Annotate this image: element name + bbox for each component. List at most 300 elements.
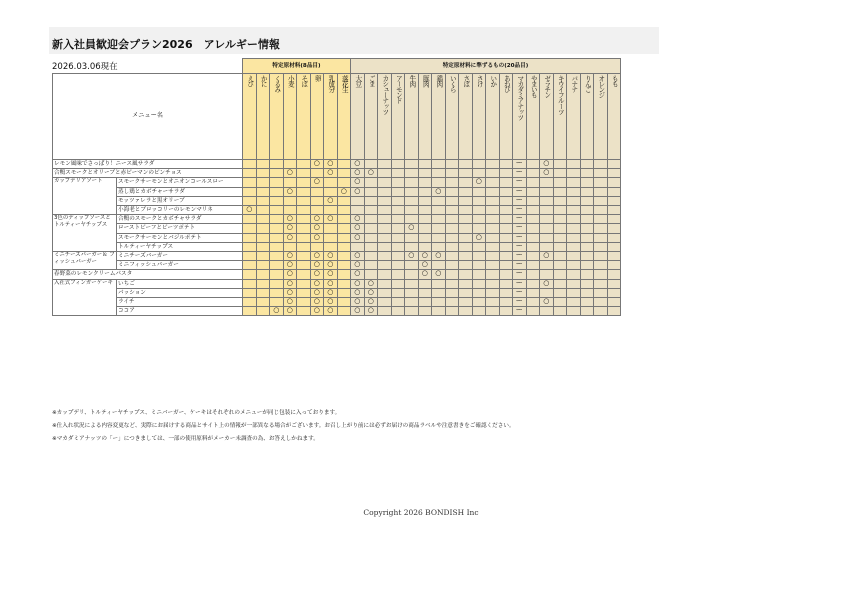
allergen-cell <box>391 233 405 242</box>
allergen-cell <box>405 196 419 205</box>
allergen-cell <box>418 261 432 270</box>
menu-item-name: モッツァレラと黒オリーブ <box>117 196 243 205</box>
allergen-cell <box>405 215 419 224</box>
allergen-cell <box>283 224 297 233</box>
allergen-cell <box>310 178 324 187</box>
allergen-cell <box>607 298 621 307</box>
circle-mark: ○ <box>354 223 361 232</box>
allergen-cell <box>364 196 378 205</box>
allergen-cell <box>270 279 284 288</box>
allergen-cell <box>418 252 432 261</box>
allergen-cell <box>337 206 351 215</box>
group-header-20-items: 特定原材料に準ずるもの(20品目) <box>351 59 621 74</box>
allergen-cell <box>324 270 338 279</box>
allergen-cell <box>499 288 513 297</box>
table-row <box>53 206 621 215</box>
allergen-cell <box>337 160 351 169</box>
allergen-cell <box>580 160 594 169</box>
allergen-cell <box>418 288 432 297</box>
allergen-cell <box>351 206 365 215</box>
allergen-cell <box>540 270 554 279</box>
allergen-cell <box>283 288 297 297</box>
circle-mark: ○ <box>327 196 334 204</box>
allergen-cell <box>580 206 594 215</box>
allergen-cell <box>310 270 324 279</box>
allergen-cell <box>297 196 311 205</box>
allergen-cell <box>580 233 594 242</box>
dash-mark: ー <box>515 306 523 315</box>
allergen-cell <box>607 307 621 316</box>
allergen-cell <box>553 279 567 288</box>
allergen-cell <box>513 233 527 242</box>
allergen-cell <box>243 307 257 316</box>
allergen-cell <box>607 270 621 279</box>
allergen-cell <box>607 224 621 233</box>
allergen-cell <box>297 187 311 196</box>
allergen-cell <box>270 160 284 169</box>
circle-mark: ○ <box>327 214 334 223</box>
allergen-cell <box>364 160 378 169</box>
dash-mark: ー <box>515 214 523 223</box>
allergen-cell <box>445 206 459 215</box>
allergen-cell <box>445 261 459 270</box>
circle-mark: ○ <box>313 159 320 167</box>
allergen-cell <box>607 187 621 196</box>
allergen-cell <box>405 288 419 297</box>
allergen-cell <box>405 206 419 215</box>
allergen-cell <box>418 196 432 205</box>
allergen-cell <box>297 261 311 270</box>
allergen-cell <box>513 242 527 251</box>
allergen-cell <box>351 224 365 233</box>
allergen-cell <box>337 307 351 316</box>
allergen-cell <box>594 270 608 279</box>
allergen-cell <box>567 288 581 297</box>
allergen-header <box>445 74 459 160</box>
table-row <box>53 298 621 307</box>
allergen-cell <box>432 206 446 215</box>
allergen-cell <box>324 252 338 261</box>
allergen-cell <box>594 224 608 233</box>
allergen-cell <box>351 270 365 279</box>
allergen-cell <box>297 252 311 261</box>
allergen-cell <box>297 233 311 242</box>
allergen-header <box>499 74 513 160</box>
allergen-cell <box>526 233 540 242</box>
allergen-cell <box>243 242 257 251</box>
allergen-cell <box>364 215 378 224</box>
table-row <box>53 169 621 178</box>
allergen-table <box>52 58 621 316</box>
allergen-cell <box>297 160 311 169</box>
allergen-cell <box>364 169 378 178</box>
circle-mark: ○ <box>354 168 361 177</box>
allergen-cell <box>378 233 392 242</box>
allergen-cell <box>310 169 324 178</box>
menu-group-name: 3色のディップソースと トルティーヤチップス <box>53 215 117 252</box>
allergen-cell <box>513 224 527 233</box>
table-row <box>53 215 621 224</box>
allergen-cell <box>607 206 621 215</box>
allergen-header <box>391 74 405 160</box>
allergen-cell <box>459 261 473 270</box>
allergen-label: ごま <box>367 75 376 87</box>
allergen-cell <box>324 215 338 224</box>
allergen-cell <box>553 261 567 270</box>
circle-mark: ○ <box>475 177 482 186</box>
allergen-cell <box>607 288 621 297</box>
allergen-cell <box>283 242 297 251</box>
circle-mark: ○ <box>286 214 293 223</box>
allergen-cell <box>337 298 351 307</box>
allergen-cell <box>580 224 594 233</box>
circle-mark: ○ <box>543 297 550 306</box>
allergen-header <box>324 74 338 160</box>
allergen-cell <box>270 270 284 279</box>
circle-mark: ○ <box>327 297 334 306</box>
allergen-cell <box>324 206 338 215</box>
allergen-cell <box>324 233 338 242</box>
circle-mark: ○ <box>313 214 320 223</box>
allergen-cell <box>283 279 297 288</box>
dash-mark: ー <box>515 159 523 167</box>
allergen-cell <box>405 178 419 187</box>
allergen-cell <box>526 178 540 187</box>
allergen-cell <box>459 288 473 297</box>
menu-item-name: スモークサーモンとオニオンコールスロー <box>117 178 243 187</box>
dash-mark: ー <box>515 288 523 296</box>
allergen-cell <box>594 261 608 270</box>
allergen-cell <box>580 215 594 224</box>
allergen-cell <box>540 298 554 307</box>
menu-item-name: スモークサーモンとバジルポテト <box>117 233 243 242</box>
allergen-cell <box>270 196 284 205</box>
allergen-cell <box>337 187 351 196</box>
allergen-header <box>526 74 540 160</box>
allergen-cell <box>418 242 432 251</box>
allergen-cell <box>297 270 311 279</box>
allergen-cell <box>270 233 284 242</box>
circle-mark: ○ <box>421 251 428 260</box>
as-of-date: 2026.03.06現在 <box>52 62 118 72</box>
allergen-cell <box>580 307 594 316</box>
allergen-cell <box>594 178 608 187</box>
allergen-cell <box>553 270 567 279</box>
allergen-cell <box>499 261 513 270</box>
circle-mark: ○ <box>246 205 253 214</box>
allergen-cell <box>283 178 297 187</box>
menu-item-name: 蒸し鶏とカボチャーサラダ <box>117 187 243 196</box>
allergen-header <box>540 74 554 160</box>
allergen-label: 落花生 <box>340 75 349 92</box>
allergen-cell <box>405 279 419 288</box>
note-3: ※マカダミアナッツの「ー」につきましては、一部の使用原料がメーカー未調査の為、お答えしかねます。 <box>52 436 319 442</box>
allergen-cell <box>351 307 365 316</box>
allergen-cell <box>540 178 554 187</box>
allergen-header <box>310 74 324 160</box>
allergen-cell <box>310 242 324 251</box>
allergen-cell <box>337 196 351 205</box>
menu-name: 春野菜のレモンクリームパスタ <box>53 270 243 279</box>
allergen-cell <box>310 160 324 169</box>
allergen-cell <box>459 215 473 224</box>
allergen-cell <box>594 160 608 169</box>
group-header-8-items: 特定原材料(8品目) <box>243 59 351 74</box>
menu-name: レモン風味でさっぱり！ニース風サラダ <box>53 160 243 169</box>
allergen-cell <box>499 242 513 251</box>
circle-mark: ○ <box>327 251 334 260</box>
allergen-cell <box>594 279 608 288</box>
allergen-cell <box>378 206 392 215</box>
allergen-cell <box>499 206 513 215</box>
allergen-cell <box>418 206 432 215</box>
allergen-cell <box>256 298 270 307</box>
allergen-cell <box>256 288 270 297</box>
allergen-cell <box>567 206 581 215</box>
dash-mark: ー <box>515 260 523 269</box>
allergen-cell <box>270 187 284 196</box>
note-1: ※カップデリ、トルティーヤチップス、ミニバーガー、ケーキはそれぞれのメニューが同じ包装に入っております。 <box>52 410 341 416</box>
circle-mark: ○ <box>354 260 361 269</box>
circle-mark: ○ <box>543 251 550 260</box>
allergen-cell <box>594 288 608 297</box>
allergen-cell <box>472 206 486 215</box>
allergen-cell <box>553 215 567 224</box>
allergen-cell <box>540 261 554 270</box>
table-row <box>53 196 621 205</box>
allergen-label: くるみ <box>272 75 281 92</box>
allergen-label: いくら <box>448 75 457 92</box>
allergen-cell <box>378 242 392 251</box>
allergen-cell <box>607 196 621 205</box>
allergen-cell <box>283 206 297 215</box>
allergen-cell <box>243 187 257 196</box>
allergen-cell <box>580 252 594 261</box>
table-row <box>53 279 621 288</box>
menu-item-name: ローストビーフとビーツポテト <box>117 224 243 233</box>
allergen-cell <box>445 242 459 251</box>
allergen-cell <box>499 233 513 242</box>
allergen-cell <box>607 279 621 288</box>
allergen-cell <box>337 224 351 233</box>
allergen-cell <box>337 215 351 224</box>
allergen-cell <box>378 288 392 297</box>
allergen-cell <box>337 178 351 187</box>
allergen-header <box>580 74 594 160</box>
allergen-cell <box>283 196 297 205</box>
allergen-cell <box>351 288 365 297</box>
allergen-cell <box>243 279 257 288</box>
allergen-cell <box>364 279 378 288</box>
allergen-cell <box>540 160 554 169</box>
allergen-cell <box>243 288 257 297</box>
allergen-cell <box>499 307 513 316</box>
circle-mark: ○ <box>313 251 320 260</box>
allergen-cell <box>297 279 311 288</box>
circle-mark: ○ <box>543 159 550 167</box>
table-row <box>53 178 621 187</box>
allergen-cell <box>486 215 500 224</box>
allergen-cell <box>432 252 446 261</box>
allergen-cell <box>405 233 419 242</box>
allergen-cell <box>283 261 297 270</box>
allergen-cell <box>243 270 257 279</box>
menu-group-name: 入社式フィンガーケーキ <box>53 279 117 316</box>
circle-mark: ○ <box>408 223 415 232</box>
allergen-cell <box>526 169 540 178</box>
circle-mark: ○ <box>327 269 334 278</box>
allergen-cell <box>256 215 270 224</box>
allergen-header <box>405 74 419 160</box>
circle-mark: ○ <box>327 168 334 177</box>
allergen-cell <box>378 224 392 233</box>
allergen-cell <box>324 298 338 307</box>
allergen-cell <box>337 261 351 270</box>
allergen-cell <box>391 288 405 297</box>
table-row <box>53 224 621 233</box>
allergen-cell <box>459 206 473 215</box>
allergen-cell <box>594 206 608 215</box>
allergen-cell <box>486 307 500 316</box>
allergen-cell <box>486 206 500 215</box>
copyright: Copyright 2026 BONDISH Inc <box>363 508 479 517</box>
allergen-cell <box>499 187 513 196</box>
allergen-cell <box>499 279 513 288</box>
allergen-cell <box>459 169 473 178</box>
circle-mark: ○ <box>543 279 550 287</box>
allergen-cell <box>540 252 554 261</box>
allergen-cell <box>432 187 446 196</box>
allergen-cell <box>324 187 338 196</box>
allergen-cell <box>472 288 486 297</box>
circle-mark: ○ <box>286 279 293 287</box>
circle-mark: ○ <box>367 288 374 296</box>
allergen-cell <box>513 252 527 261</box>
table-row <box>53 233 621 242</box>
allergen-cell <box>553 233 567 242</box>
allergen-cell <box>486 279 500 288</box>
table-row <box>53 242 621 251</box>
allergen-cell <box>526 224 540 233</box>
allergen-cell <box>567 233 581 242</box>
allergen-cell <box>580 178 594 187</box>
allergen-cell <box>391 169 405 178</box>
allergen-cell <box>594 187 608 196</box>
allergen-cell <box>445 252 459 261</box>
allergen-cell <box>243 252 257 261</box>
circle-mark: ○ <box>543 168 550 177</box>
allergen-cell <box>567 279 581 288</box>
circle-mark: ○ <box>340 187 347 195</box>
allergen-cell <box>459 187 473 196</box>
allergen-cell <box>297 298 311 307</box>
allergen-label: いか <box>488 75 497 87</box>
allergen-cell <box>607 215 621 224</box>
allergen-cell <box>283 298 297 307</box>
allergen-cell <box>324 178 338 187</box>
allergen-label: バナナ <box>569 75 578 92</box>
allergen-cell <box>553 187 567 196</box>
allergen-cell <box>324 224 338 233</box>
circle-mark: ○ <box>327 306 334 315</box>
allergen-cell <box>364 252 378 261</box>
menu-item-name: 合鴨のスモークとカボチャサラダ <box>117 215 243 224</box>
allergen-cell <box>459 196 473 205</box>
allergen-cell <box>432 288 446 297</box>
allergen-cell <box>324 169 338 178</box>
allergen-cell <box>526 160 540 169</box>
allergen-cell <box>567 178 581 187</box>
allergen-cell <box>378 178 392 187</box>
allergen-cell <box>553 307 567 316</box>
allergen-header <box>337 74 351 160</box>
menu-name: 合鴨スモークとオリーブと赤ピーマンのピンチョス <box>53 169 243 178</box>
allergen-cell <box>391 252 405 261</box>
allergen-cell <box>256 196 270 205</box>
allergen-cell <box>405 187 419 196</box>
allergen-cell <box>283 307 297 316</box>
allergen-cell <box>459 233 473 242</box>
allergen-header <box>351 74 365 160</box>
allergen-cell <box>432 233 446 242</box>
allergen-cell <box>459 178 473 187</box>
allergen-cell <box>513 160 527 169</box>
allergen-cell <box>256 270 270 279</box>
allergen-cell <box>459 279 473 288</box>
allergen-cell <box>256 307 270 316</box>
note-2: ※仕入れ状況による内容変更など、実際にお届けする商品とサイト上の情報が一部異なる場合がございます。お召し上がり前には必ずお届けの商品ラベルや注意書きをご確認ください。 <box>52 423 515 429</box>
circle-mark: ○ <box>286 187 293 195</box>
allergen-label: キウイフルーツ <box>556 75 565 115</box>
allergen-cell <box>459 160 473 169</box>
table-row <box>53 160 621 169</box>
allergen-cell <box>270 169 284 178</box>
allergen-cell <box>351 261 365 270</box>
circle-mark: ○ <box>313 223 320 232</box>
dash-mark: ー <box>515 297 523 306</box>
circle-mark: ○ <box>286 223 293 232</box>
allergen-cell <box>283 270 297 279</box>
allergen-cell <box>364 206 378 215</box>
allergen-cell <box>364 288 378 297</box>
allergen-cell <box>607 242 621 251</box>
allergen-cell <box>486 270 500 279</box>
allergen-cell <box>432 279 446 288</box>
table-row <box>53 288 621 297</box>
allergen-label: もも <box>610 75 619 87</box>
allergen-cell <box>351 279 365 288</box>
allergen-cell <box>499 196 513 205</box>
allergen-cell <box>310 196 324 205</box>
allergen-cell <box>567 242 581 251</box>
allergen-cell <box>526 206 540 215</box>
allergen-cell <box>472 279 486 288</box>
table-row <box>53 270 621 279</box>
allergen-cell <box>472 224 486 233</box>
allergen-cell <box>445 224 459 233</box>
allergen-cell <box>310 279 324 288</box>
allergen-cell <box>486 252 500 261</box>
allergen-cell <box>256 178 270 187</box>
page-title: 新入社員歓迎会プラン2026 アレルギー情報 <box>52 38 280 51</box>
allergen-cell <box>405 307 419 316</box>
allergen-label: さけ <box>475 75 484 87</box>
allergen-cell <box>459 224 473 233</box>
allergen-cell <box>364 307 378 316</box>
circle-mark: ○ <box>421 260 428 269</box>
allergen-cell <box>594 233 608 242</box>
allergen-cell <box>351 196 365 205</box>
